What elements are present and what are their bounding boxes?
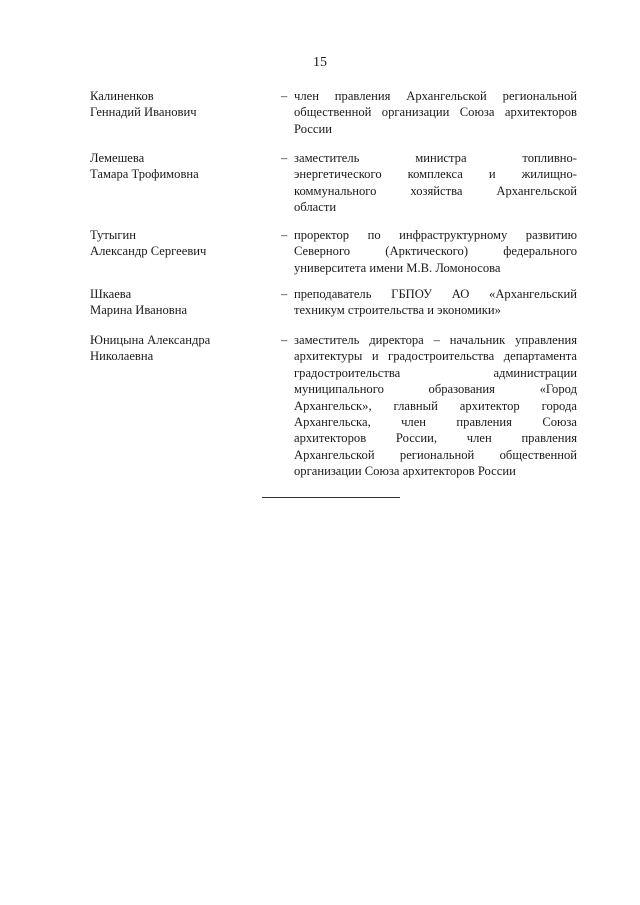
role-line: Северного (Арктического) федерального xyxy=(294,244,577,259)
role-line: университета имени М.В. Ломоносова xyxy=(294,260,501,275)
role-line: архитектуры и градостроительства департамента xyxy=(294,349,577,364)
role-line: преподаватель ГБПОУ АО «Архангельский xyxy=(294,287,577,301)
member-name xyxy=(90,286,280,319)
member-name xyxy=(90,227,280,260)
separator-dash: – xyxy=(281,89,288,103)
member-surname: Лемешева xyxy=(90,151,145,165)
member-given-names: Александр Сергеевич xyxy=(90,244,207,259)
role-line: заместитель министра топливно- xyxy=(294,151,577,165)
member-name xyxy=(90,332,280,365)
member-name xyxy=(90,150,280,183)
member-surname: Юницына Александра xyxy=(90,333,211,347)
member-role xyxy=(294,150,577,216)
member-surname: Шкаева xyxy=(90,287,132,301)
role-line: муниципального образования «Город xyxy=(294,382,577,397)
page-number: 15 xyxy=(313,55,327,70)
member-given-names: Тамара Трофимовна xyxy=(90,167,199,182)
member-role xyxy=(294,227,577,276)
separator-dash: – xyxy=(281,287,288,301)
role-line: организации Союза архитекторов России xyxy=(294,464,516,479)
member-name xyxy=(90,88,280,121)
end-divider-line xyxy=(262,497,400,498)
role-line: градостроительства администрации xyxy=(294,365,577,380)
role-line: член правления Архангельской региональной xyxy=(294,89,577,103)
role-line: техникум строительства и экономики» xyxy=(294,303,501,318)
member-role xyxy=(294,332,577,480)
role-line: области xyxy=(294,200,337,215)
member-surname: Тутыгин xyxy=(90,228,136,242)
role-line: архитекторов России, член правления xyxy=(294,431,577,446)
role-line: Архангельска, член правления Союза xyxy=(294,415,577,430)
separator-dash: – xyxy=(281,333,288,347)
member-role xyxy=(294,286,577,319)
member-given-names: Марина Ивановна xyxy=(90,303,188,318)
separator-dash: – xyxy=(281,151,288,165)
role-line: России xyxy=(294,121,332,136)
member-surname: Калиненков xyxy=(90,89,154,103)
role-line: Архангельской региональной общественной xyxy=(294,447,577,462)
separator-dash: – xyxy=(281,228,288,242)
role-line: коммунального хозяйства Архангельской xyxy=(294,183,577,198)
member-role xyxy=(294,88,577,137)
member-given-names: Геннадий Иванович xyxy=(90,105,197,120)
role-line: энергетического комплекса и жилищно- xyxy=(294,167,577,182)
member-given-names: Николаевна xyxy=(90,349,154,364)
role-line: заместитель директора – начальник управления xyxy=(294,333,577,347)
role-line: проректор по инфраструктурному развитию xyxy=(294,228,577,242)
role-line: общественной организации Союза архитекторов xyxy=(294,105,577,120)
role-line: Архангельск», главный архитектор города xyxy=(294,398,577,413)
